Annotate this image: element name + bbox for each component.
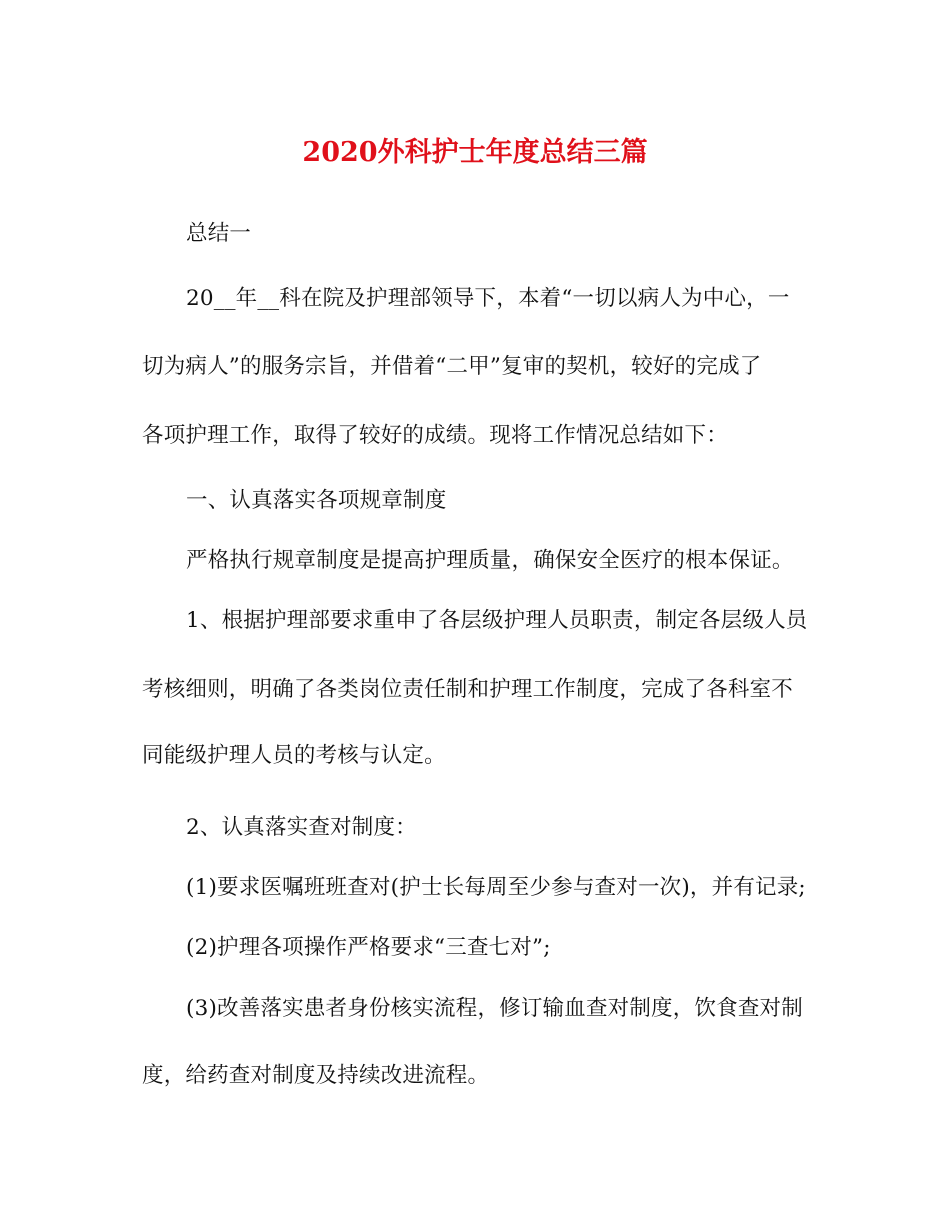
list-item: (2)护理各项操作严格要求“三查七对”; [186,935,551,960]
paragraph-line: 度，给药查对制度及持续改进流程。 [142,1063,490,1088]
list-item: (3)改善落实患者身份核实流程，修订输血查对制度，饮食查对制 [186,996,803,1021]
paragraph-line: 考核细则，明确了各类岗位责任制和护理工作制度，完成了各科室不 [142,677,794,702]
list-item: (1)要求医嘱班班查对(护士长每周至少参与查对一次)，并有记录; [186,875,806,900]
document-title: 2020外科护士年度总结三篇 [302,137,648,168]
paragraph-line: 严格执行规章制度是提高护理质量，确保安全医疗的根本保证。 [186,548,794,573]
list-heading: 2、认真落实查对制度： [186,815,417,840]
paragraph-line: 各项护理工作，取得了较好的成绩。现将工作情况总结如下： [142,423,728,448]
section-heading-summary-one: 总结一 [186,221,252,246]
paragraph-line: 同能级护理人员的考核与认定。 [142,743,446,768]
paragraph-line: 1、根据护理部要求重申了各层级护理人员职责，制定各层级人员 [186,608,808,633]
section-heading-rules: 一、认真落实各项规章制度 [186,488,447,513]
paragraph-line: 切为病人”的服务宗旨，并借着“二甲”复审的契机，较好的完成了 [142,354,762,379]
paragraph-line: 20__年__科在院及护理部领导下，本着“一切以病人为中心，一 [186,286,790,311]
